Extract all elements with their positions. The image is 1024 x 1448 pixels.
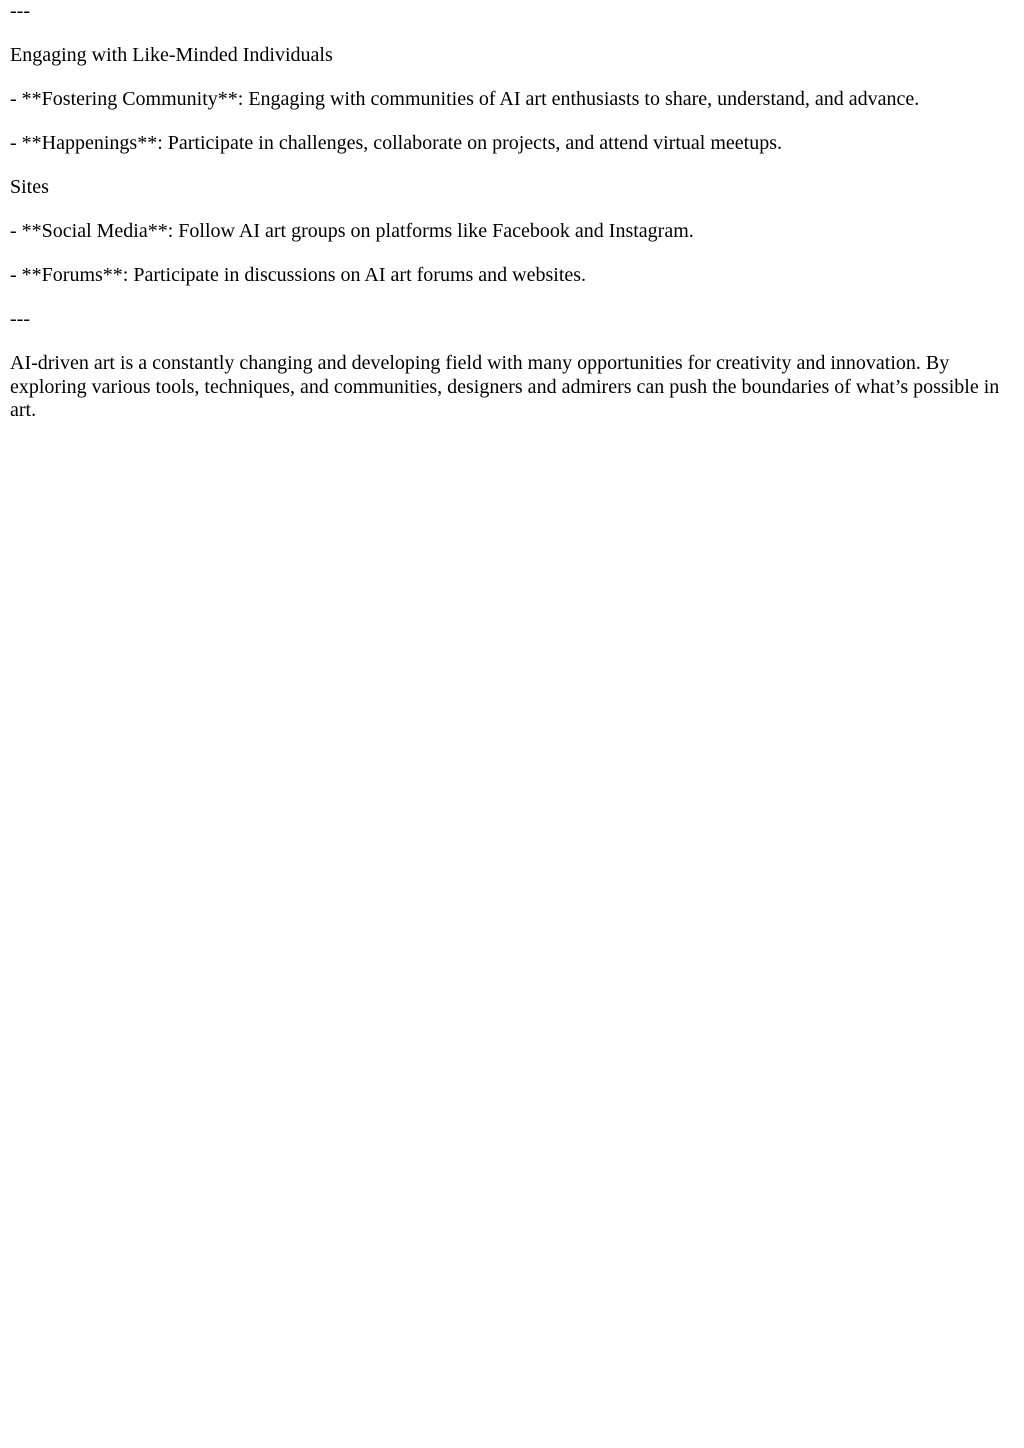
section-heading-sites: Sites	[10, 176, 49, 198]
list-item-social-media: - **Social Media**: Follow AI art groups on platforms like Facebook and Instagram.	[10, 220, 694, 242]
section-heading-engaging: Engaging with Like-Minded Individuals	[10, 44, 333, 66]
list-item-fostering-community: - **Fostering Community**: Engaging with communities of AI art enthusiasts to share, understand, and advance.	[10, 88, 920, 110]
document-body	[10, 0, 1014, 423]
closing-paragraph: AI-driven art is a constantly changing and developing field with many opportunities for creativity and innovation. By exploring various tools, techniques, and communities, designers and admirers can push the boundaries of what’s possible in art.	[10, 352, 1000, 421]
list-item-forums: - **Forums**: Participate in discussions on AI art forums and websites.	[10, 264, 587, 286]
separator-top: ---	[10, 0, 30, 22]
separator-bottom: ---	[10, 308, 30, 330]
list-item-happenings: - **Happenings**: Participate in challenges, collaborate on projects, and attend virtual meetups.	[10, 132, 782, 154]
